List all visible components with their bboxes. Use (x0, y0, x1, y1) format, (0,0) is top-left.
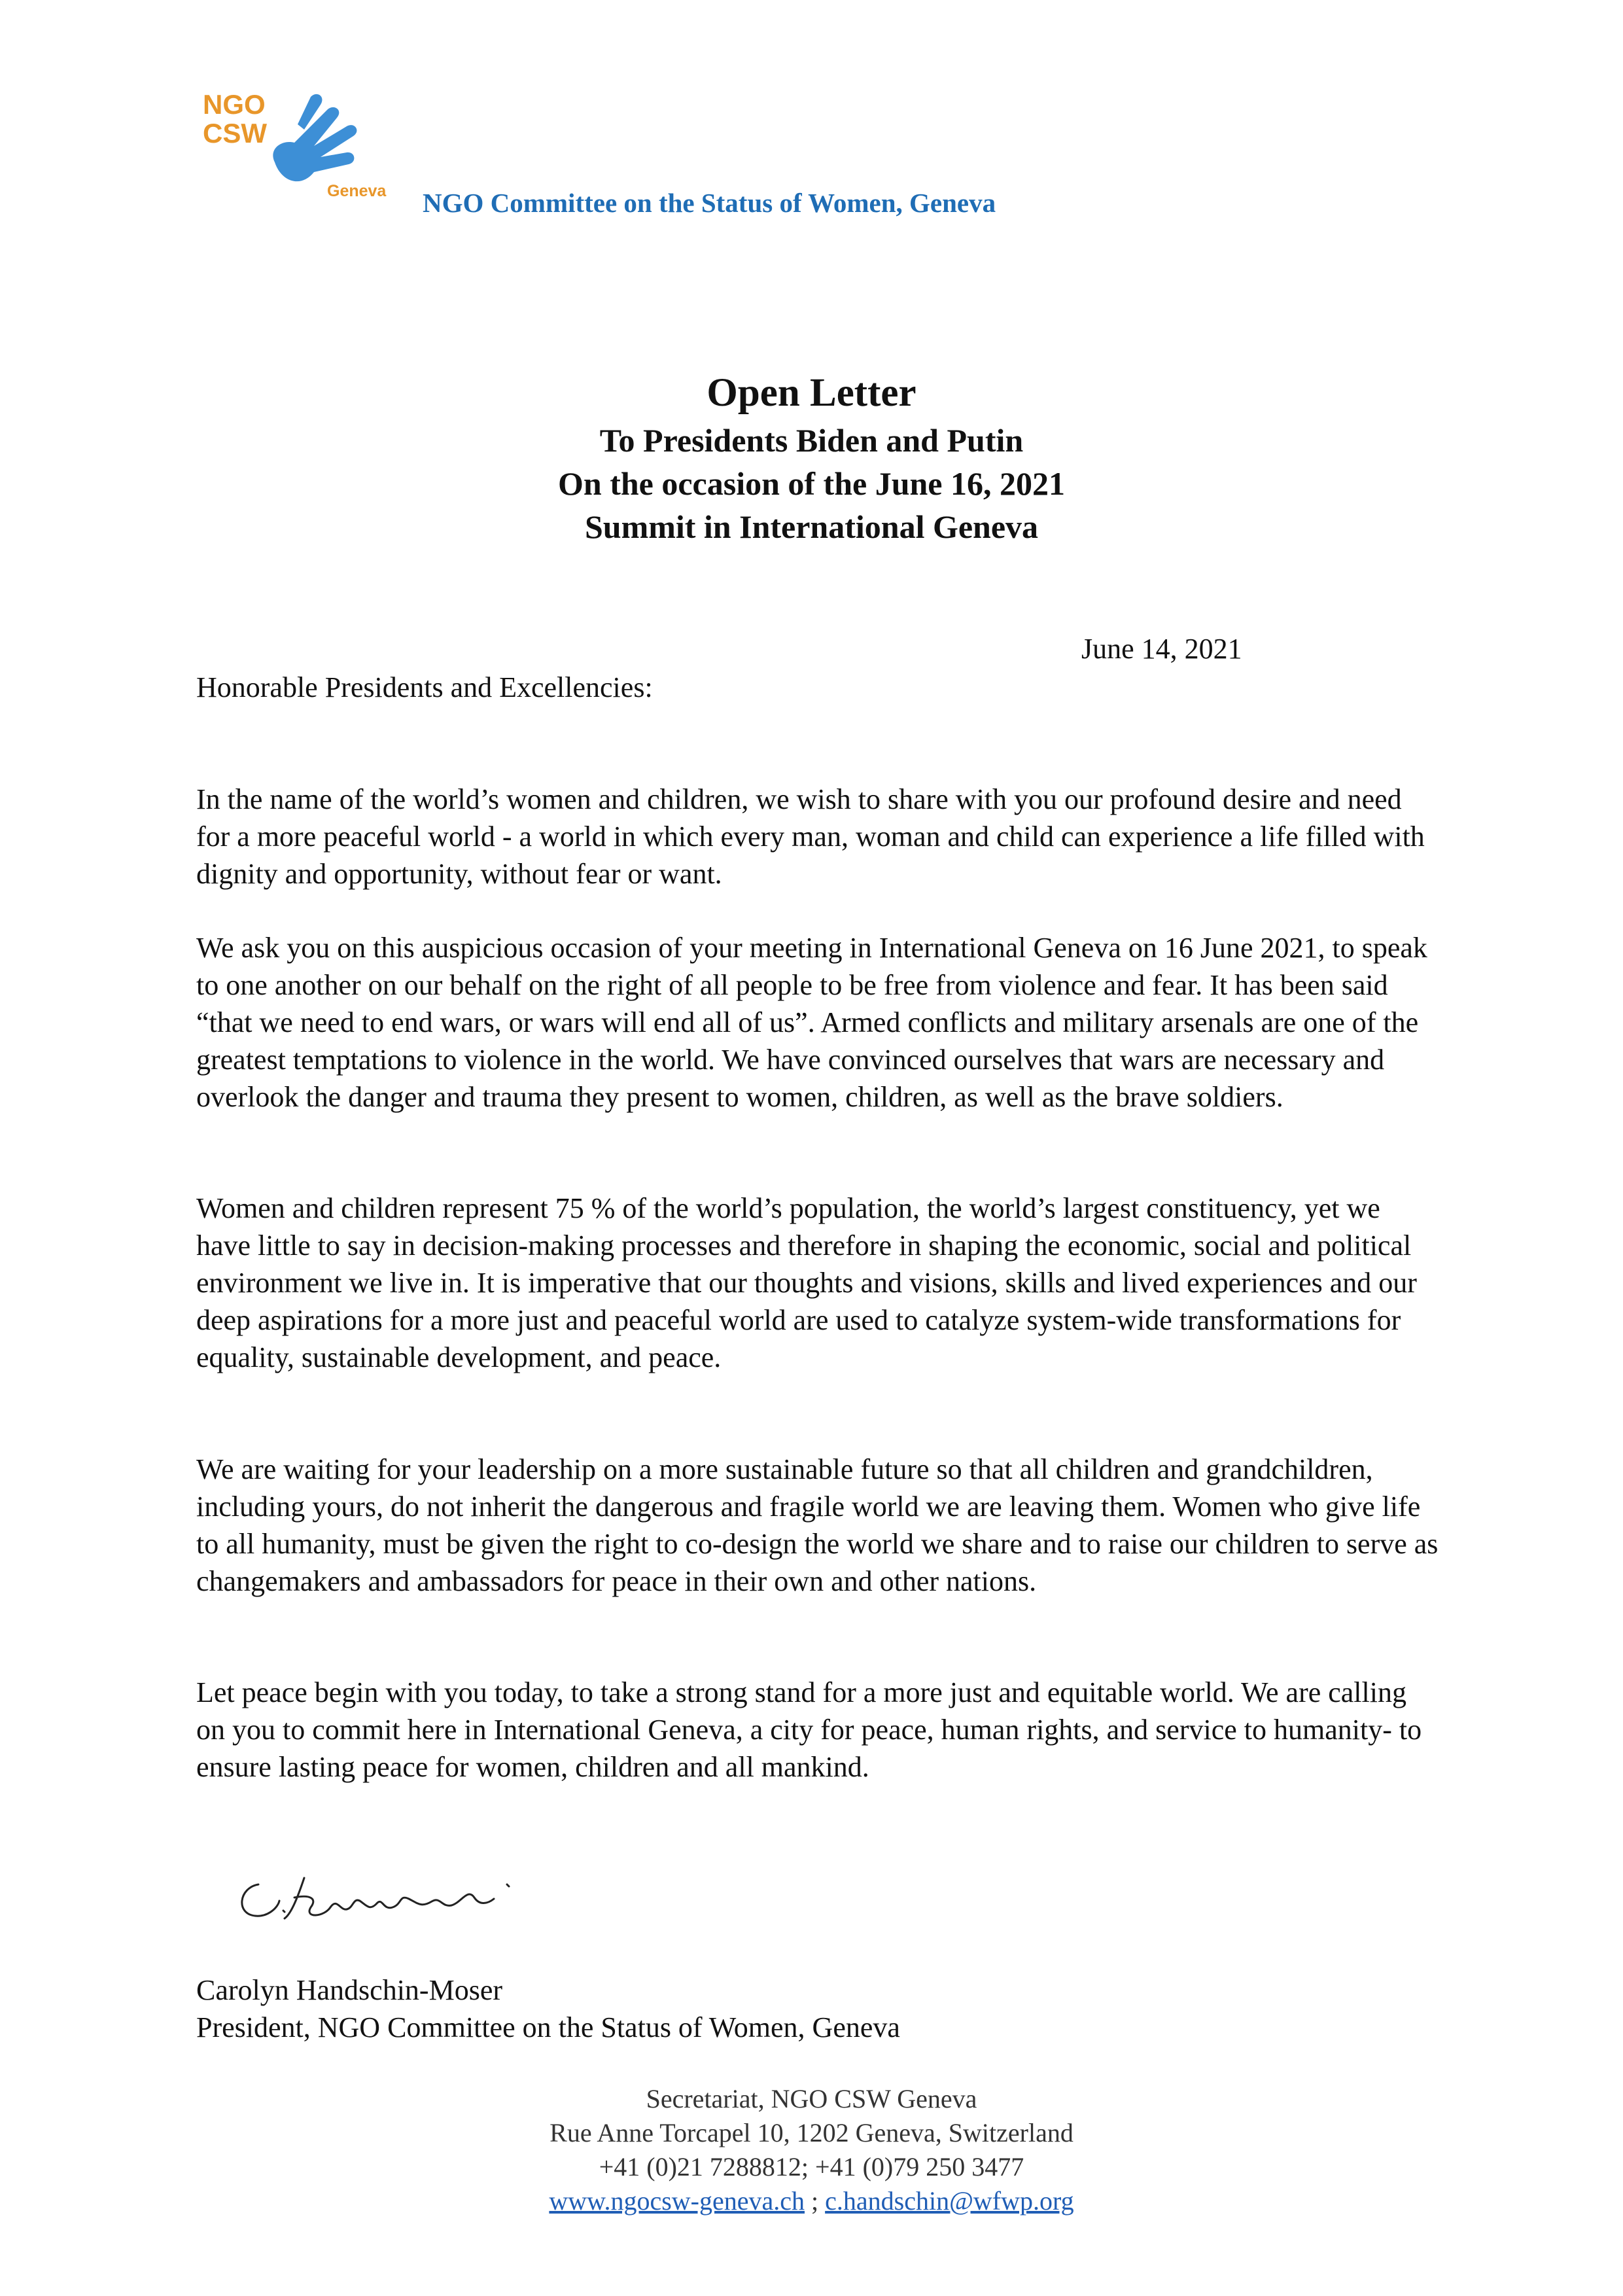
signer-title: President, NGO Committee on the Status of Women, Geneva (196, 2011, 900, 2043)
website-link[interactable]: www.ngocsw-geneva.ch (549, 2186, 805, 2216)
paragraph: Let peace begin with you today, to take a strong stand for a more just and equitable world. We are calling on you to commit here in International Geneva, a city for peace, human rights, and service to humanity- to ensure lasting peace for women, children and all mankind. (196, 1676, 1422, 1783)
logo-line1: NGO (203, 89, 266, 120)
org-title: NGO Committee on the Status of Women, Geneva (423, 188, 996, 218)
paragraph: In the name of the world’s women and children, we wish to share with you our profound desire and need for a more peaceful world - a world in which every man, woman and child can experience a life filled with dignity and opportunity, without fear or want. (196, 783, 1425, 890)
logo-text (203, 90, 267, 148)
letter-subtitle-3: Summit in International Geneva (584, 508, 1039, 545)
letter-date: June 14, 2021 (1081, 633, 1242, 665)
logo (196, 84, 406, 215)
paragraph: We ask you on this auspicious occasion of your meeting in International Geneva on 16 June 2021, to speak to one another on our behalf on the right of all people to be free from violence and fear. It has been said “that we need to end wars, or wars will end all of us”. Armed conflicts and military arsenals are one of the greatest temptations to violence in the world. We have convinced ourselves that wars are necessary and overlook the danger and trauma they present to women, children, as well as the brave soldiers. (196, 932, 1427, 1113)
footer-links (0, 2184, 1623, 2218)
letter-subtitle-1: To Presidents Biden and Putin (599, 422, 1024, 459)
logo-sub: Geneva (327, 182, 387, 200)
salutation: Honorable Presidents and Excellencies: (196, 671, 653, 703)
footer-address: Rue Anne Torcapel 10, 1202 Geneva, Switzerland (550, 2118, 1073, 2147)
paragraph: We are waiting for your leadership on a more sustainable future so that all children and grandchildren, including yours, do not inherit the dangerous and fragile world we are leaving them. Women who give life to all humanity, must be given the right to co-design the world we share and to raise our children to serve as changemakers and ambassadors for peace in their own and other nations. (196, 1453, 1439, 1597)
footer-phone: +41 (0)21 7288812; +41 (0)79 250 3477 (599, 2152, 1024, 2181)
paragraph: Women and children represent 75 % of the world’s population, the world’s largest constituency, yet we have little to say in decision-making processes and therefore in shaping the economic, social and political environment we live in. It is imperative that our thoughts and visions, skills and lived experiences and our deep aspirations for a more just and peaceful world are used to catalyze system-wide transformations for equality, sustainable development, and peace. (196, 1192, 1417, 1373)
letter-subtitle-2: On the occasion of the June 16, 2021 (558, 465, 1065, 502)
footer-secretariat: Secretariat, NGO CSW Geneva (646, 2084, 977, 2113)
letter-title: Open Letter (707, 371, 916, 415)
email-link[interactable]: c.handschin@wfwp.org (825, 2186, 1074, 2216)
signer-name: Carolyn Handschin-Moser (196, 1974, 503, 2006)
signature (232, 1858, 533, 1930)
logo-line2: CSW (203, 118, 267, 149)
link-separator: ; (805, 2186, 826, 2216)
